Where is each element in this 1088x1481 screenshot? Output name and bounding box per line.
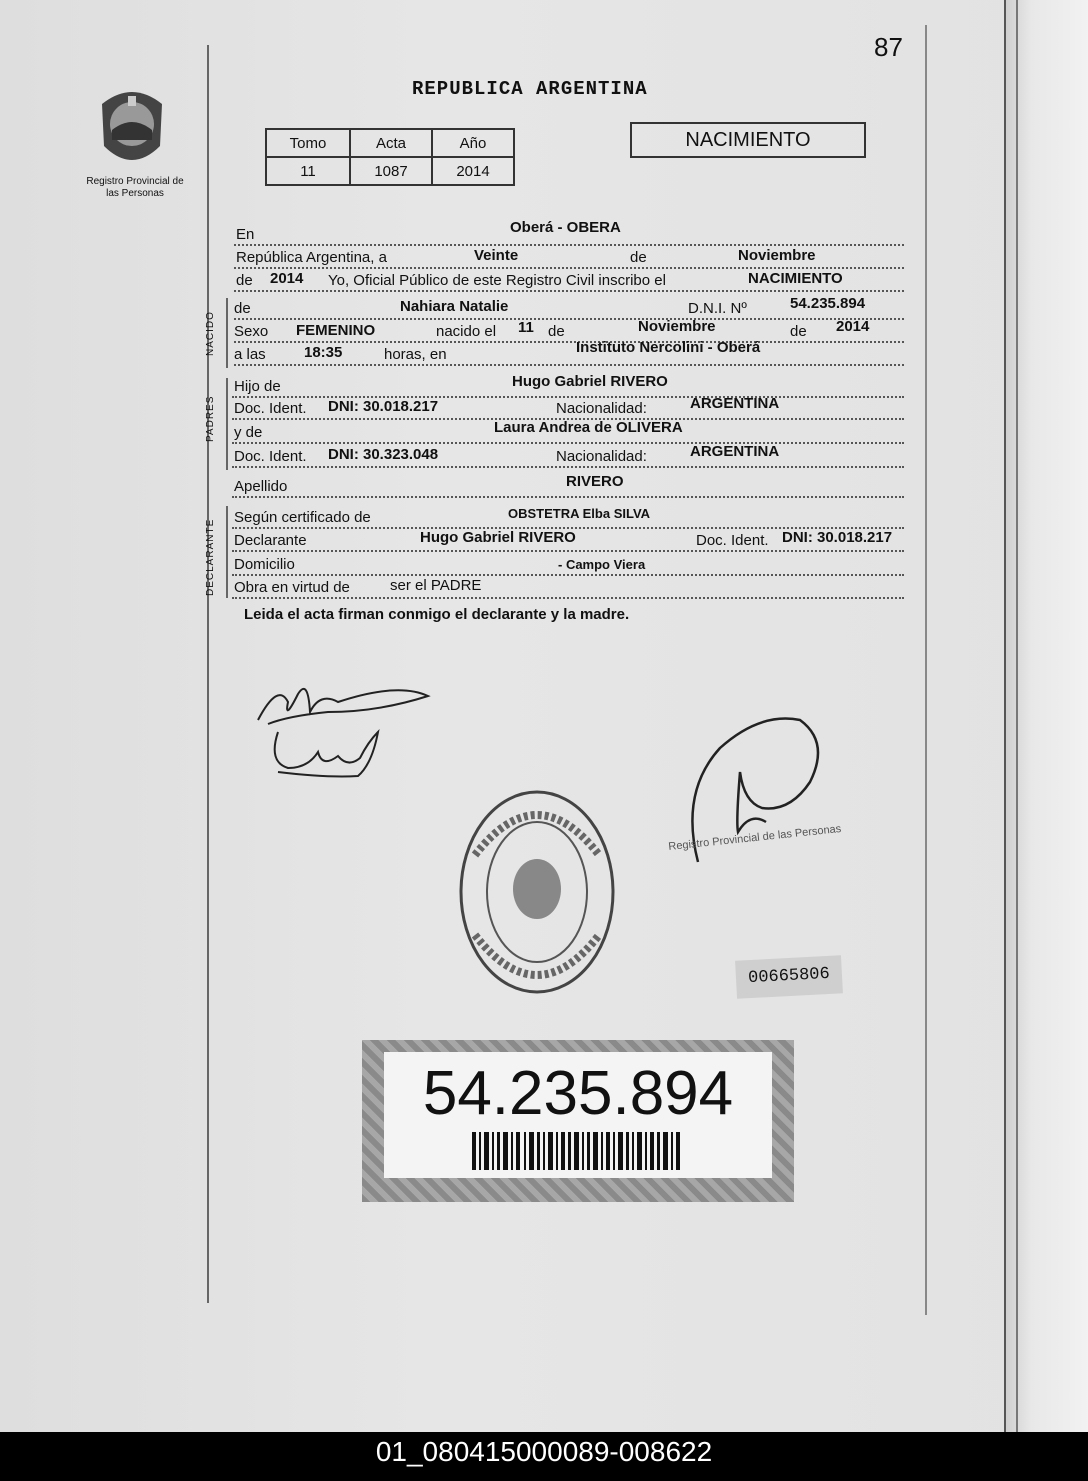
label-obra: Obra en virtud de [234, 579, 350, 596]
scan-footer-id: 01_080415000089-008622 [0, 1432, 1088, 1481]
section-divider-nacido [226, 298, 228, 368]
value-certificate: OBSTETRA Elba SILVA [508, 506, 651, 521]
section-label-padres: PADRES [205, 395, 216, 442]
label-doc2: Doc. Ident. [234, 448, 307, 465]
registry-table [265, 128, 515, 186]
barcode-label [362, 1040, 794, 1202]
line-surname [232, 474, 904, 498]
header-anio: Año [432, 129, 514, 157]
label-nacido: nacido el [436, 323, 497, 340]
label-de-name: de [234, 300, 251, 317]
page-number: 87 [874, 32, 903, 62]
value-mother-nationality: ARGENTINA [690, 443, 780, 460]
label-de-year: de [236, 272, 253, 289]
label-hijo: Hijo de [234, 378, 281, 395]
label-oficial: Yo, Oficial Público de este Registro Civil inscribo el [328, 272, 666, 289]
label-alas: a las [234, 346, 266, 363]
value-mother: Laura Andrea de OLIVERA [494, 419, 683, 436]
value-mother-doc: DNI: 30.323.048 [328, 446, 439, 463]
header-acta: Acta [350, 129, 432, 157]
closing-statement: Leida el acta firman conmigo el declarante y la madre. [244, 606, 630, 623]
left-margin-line [207, 45, 209, 1303]
line-sex [234, 319, 904, 343]
value-declarant: Hugo Gabriel RIVERO [420, 529, 576, 546]
official-round-stamp-icon [455, 785, 620, 1000]
line-mother-doc [232, 444, 904, 468]
value-dni: 54.235.894 [790, 295, 866, 312]
official-signature-icon [680, 712, 830, 882]
value-day-text: Veinte [474, 247, 519, 264]
line-capacity [232, 575, 904, 599]
line-address [232, 552, 904, 576]
line-certificate [232, 505, 904, 529]
label-declarante: Declarante [234, 532, 307, 549]
page-edge-line [1016, 0, 1018, 1432]
value-father-nationality: ARGENTINA [690, 395, 780, 412]
barcode-inner [384, 1052, 772, 1178]
label-republica: República Argentina, a [236, 249, 387, 266]
barcode-number: 54.235.894 [422, 1059, 734, 1128]
label-de2: de [548, 323, 565, 340]
label-segun: Según certificado de [234, 509, 371, 526]
value-tomo: 11 [266, 157, 350, 185]
value-father: Hugo Gabriel RIVERO [512, 373, 668, 390]
line-mother [232, 420, 904, 444]
line-father [232, 374, 904, 398]
line-name [234, 296, 904, 320]
label-en: En [236, 226, 255, 243]
value-capacity: ser el PADRE [390, 577, 482, 594]
logo-caption: Registro Provincial de las Personas [86, 176, 184, 199]
value-declarant-doc: DNI: 30.018.217 [782, 529, 893, 546]
label-docdecl: Doc. Ident. [696, 532, 769, 549]
line-date [234, 245, 904, 269]
value-year: 2014 [270, 270, 304, 287]
value-father-doc: DNI: 30.018.217 [328, 398, 439, 415]
section-label-nacido: NACIDO [205, 311, 216, 356]
line-father-doc [232, 396, 904, 420]
document-title: REPUBLICA ARGENTINA [412, 78, 648, 100]
barcode-icon [472, 1132, 684, 1170]
right-margin-line [925, 25, 927, 1315]
label-nac2: Nacionalidad: [556, 448, 647, 465]
value-anio: 2014 [432, 157, 514, 185]
header-tomo: Tomo [266, 129, 350, 157]
value-sex: FEMENINO [296, 322, 376, 339]
section-divider-padres [226, 378, 228, 470]
label-yde: y de [234, 424, 263, 441]
value-place: Oberá - OBERA [510, 219, 621, 236]
line-official [234, 268, 904, 292]
label-nac1: Nacionalidad: [556, 400, 647, 417]
label-de: de [630, 249, 647, 266]
record-type-box: NACIMIENTO [630, 122, 866, 158]
label-doc1: Doc. Ident. [234, 400, 307, 417]
value-act: NACIMIENTO [748, 270, 843, 287]
value-birth-year: 2014 [836, 318, 870, 335]
value-birth-month: Noviembre [638, 318, 716, 335]
line-time [234, 339, 904, 366]
section-divider-declarante [226, 506, 228, 598]
provincial-seal-icon [94, 84, 170, 170]
label-horas: horas, en [384, 346, 447, 363]
value-hour: 18:35 [304, 344, 343, 361]
declarant-signature-icon [248, 672, 438, 784]
value-address: - Campo Viera [558, 557, 646, 572]
section-label-declarante: DECLARANTE [205, 518, 216, 596]
value-birth-place: Instituto Nercolini - Oberá [576, 339, 761, 356]
value-birth-day: 11 [518, 319, 534, 336]
line-declarant [232, 528, 904, 552]
label-sexo: Sexo [234, 323, 269, 340]
label-de3: de [790, 323, 807, 340]
official-stamp-text: Registro Provincial de las Personas [667, 822, 842, 854]
line-place [234, 219, 904, 246]
label-dni: D.N.I. Nº [688, 300, 747, 317]
value-name: Nahiara Natalie [400, 298, 509, 315]
serial-number: 00665806 [735, 955, 843, 998]
value-acta: 1087 [350, 157, 432, 185]
label-apellido: Apellido [234, 478, 288, 495]
label-domicilio: Domicilio [234, 556, 295, 573]
value-surname: RIVERO [566, 473, 624, 490]
value-month-text: Noviembre [738, 247, 816, 264]
